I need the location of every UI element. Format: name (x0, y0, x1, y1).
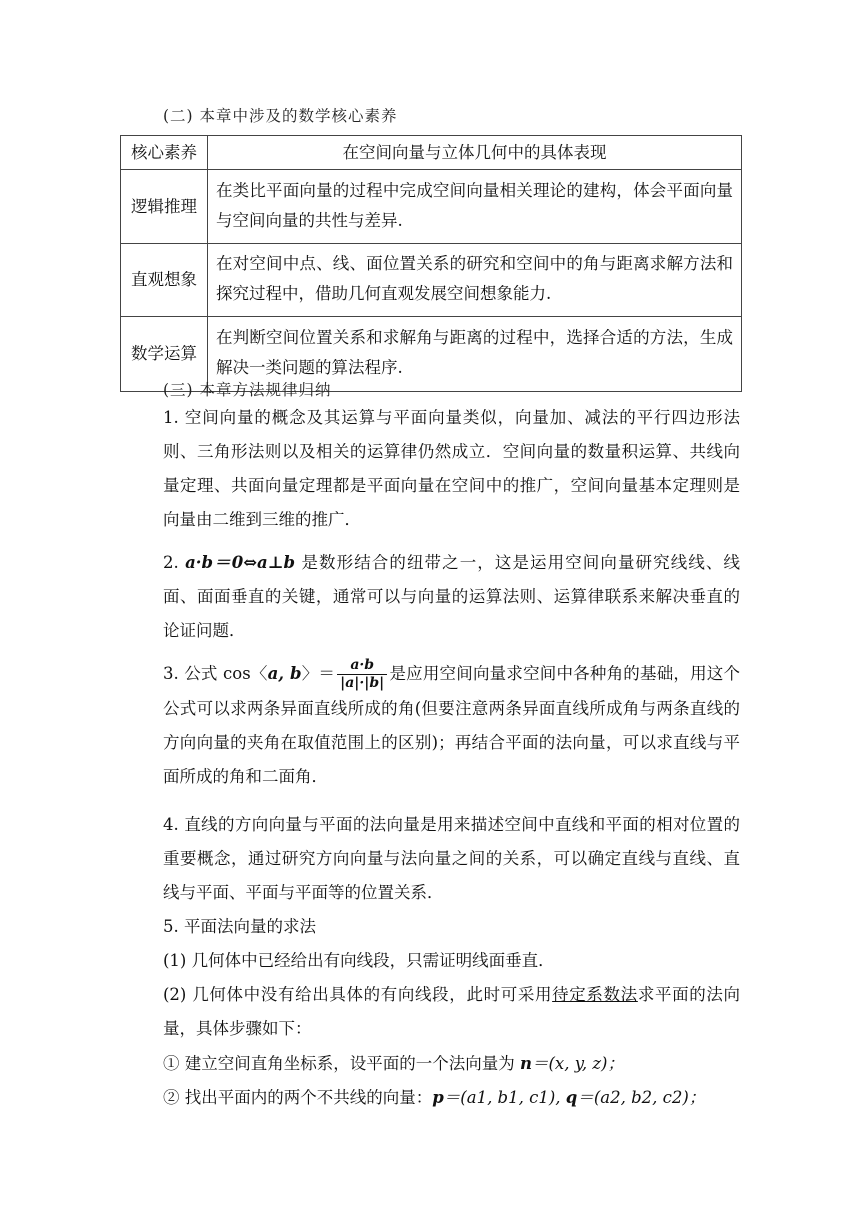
underlined-term: 待定系数法 (552, 985, 638, 1004)
paragraph-5 (120, 910, 740, 944)
cosine-fraction (337, 657, 387, 692)
paragraph-5-1 (120, 944, 740, 978)
table-cell-name: 直观想象 (121, 244, 208, 317)
text-segment: ② 找出平面内的两个不共线的向量： (163, 1088, 433, 1107)
normal-vector-symbol: n (520, 1054, 532, 1073)
paragraph-5-title: 5. 平面法向量的求法 (163, 917, 316, 936)
formula-equals: 〉＝ (301, 664, 336, 683)
orthogonality-formula: a·b＝0⇔a⊥b (185, 553, 296, 572)
paragraph-5-2-text (120, 978, 740, 1046)
vector-q-symbol: q (565, 1088, 578, 1107)
fraction-numerator: a·b (337, 657, 387, 675)
step-2-text (120, 1081, 740, 1115)
paragraph-5-2 (120, 978, 740, 1046)
paragraph-2 (120, 546, 740, 648)
paragraph-1 (120, 401, 740, 537)
step-1-text (120, 1047, 740, 1081)
section-title-methods: (三) 本章方法规律归纳 (163, 381, 332, 399)
paragraph-4 (120, 808, 740, 910)
table-row (121, 244, 742, 317)
formula-lead: 3. 公式 cos〈 (163, 664, 268, 683)
table-cell-desc: 在判断空间位置关系和求解角与距离的过程中，选择合适的方法，生成解决一类问题的算法程序. (208, 317, 742, 392)
paragraph-3-body: 是应用空间向量求空间中各种角的基础，用这个公式可以求两条异面直线所成的角(但要注意两条异面直线所成角与两条直线的方向向量的夹角在取值范围上的区别)；再结合平面的法向量，可以求直线与平面所成的角和二面角． (163, 664, 740, 786)
vector-q-coordinates: ＝(a2, b2, c2)； (577, 1088, 706, 1107)
vector-p-symbol: p (432, 1088, 444, 1107)
paragraph-4-text: 4. 直线的方向向量与平面的法向量是用来描述空间中直线和平面的相对位置的重要概念，通过研究方向向量与法向量之间的关系，可以确定直线与直线、直线与平面、平面与平面等的位置关系． (163, 815, 740, 902)
table-cell-name: 逻辑推理 (121, 170, 208, 244)
table-row (121, 170, 742, 244)
paragraph-1-text: 1. 空间向量的概念及其运算与平面向量类似，向量加、减法的平行四边形法则、三角形法则以及相关的运算律仍然成立．空间向量的数量积运算、共线向量定理、共面向量定理都是平面向量在空间中的推广，空间向量基本定理则是向量由二维到三维的推广． (163, 408, 740, 529)
table-header-cell: 核心素养 (121, 136, 208, 170)
table-header-cell: 在空间向量与立体几何中的具体表现 (208, 136, 742, 170)
table-cell-name: 数学运算 (121, 317, 208, 392)
paragraph-2-text (120, 546, 740, 648)
paragraph-5-1-text: (1) 几何体中已经给出有向线段，只需证明线面垂直． (163, 951, 555, 970)
text-segment: (2) 几何体中没有给出具体的有向线段，此时可采用 (163, 985, 553, 1004)
paragraph-3 (120, 657, 740, 794)
step-1 (120, 1047, 740, 1081)
formula-vectors: a, b (267, 664, 302, 683)
text-segment: 求平面的法向量，具体步骤如下： (163, 985, 740, 1038)
table-cell-desc: 在对空间中点、线、面位置关系的研究和空间中的角与距离求解方法和探究过程中，借助几何直观发展空间想象能力. (208, 244, 742, 317)
text-segment: ① 建立空间直角坐标系，设平面的一个法向量为 (163, 1054, 520, 1073)
table-cell-desc: 在类比平面向量的过程中完成空间向量相关理论的建构，体会平面向量与空间向量的共性与差异. (208, 170, 742, 244)
vector-coordinates: ＝(x, y, z)； (532, 1054, 624, 1073)
fraction-denominator: |a|·|b| (340, 675, 385, 691)
vector-p-coordinates: ＝(a1, b1, c1), (443, 1088, 561, 1107)
item-number: 2. (163, 553, 186, 572)
paragraph-3-text (120, 657, 740, 794)
core-literacy-table (120, 135, 742, 392)
section-title-core-literacy: (二) 本章中涉及的数学核心素养 (163, 107, 398, 125)
table-header-row (121, 136, 742, 170)
paragraph-2-body: 是数形结合的纽带之一，这是运用空间向量研究线线、线面、面面垂直的关键，通常可以与向量的运算法则、运算律联系来解决垂直的论证问题． (163, 553, 740, 640)
step-2 (120, 1081, 740, 1115)
